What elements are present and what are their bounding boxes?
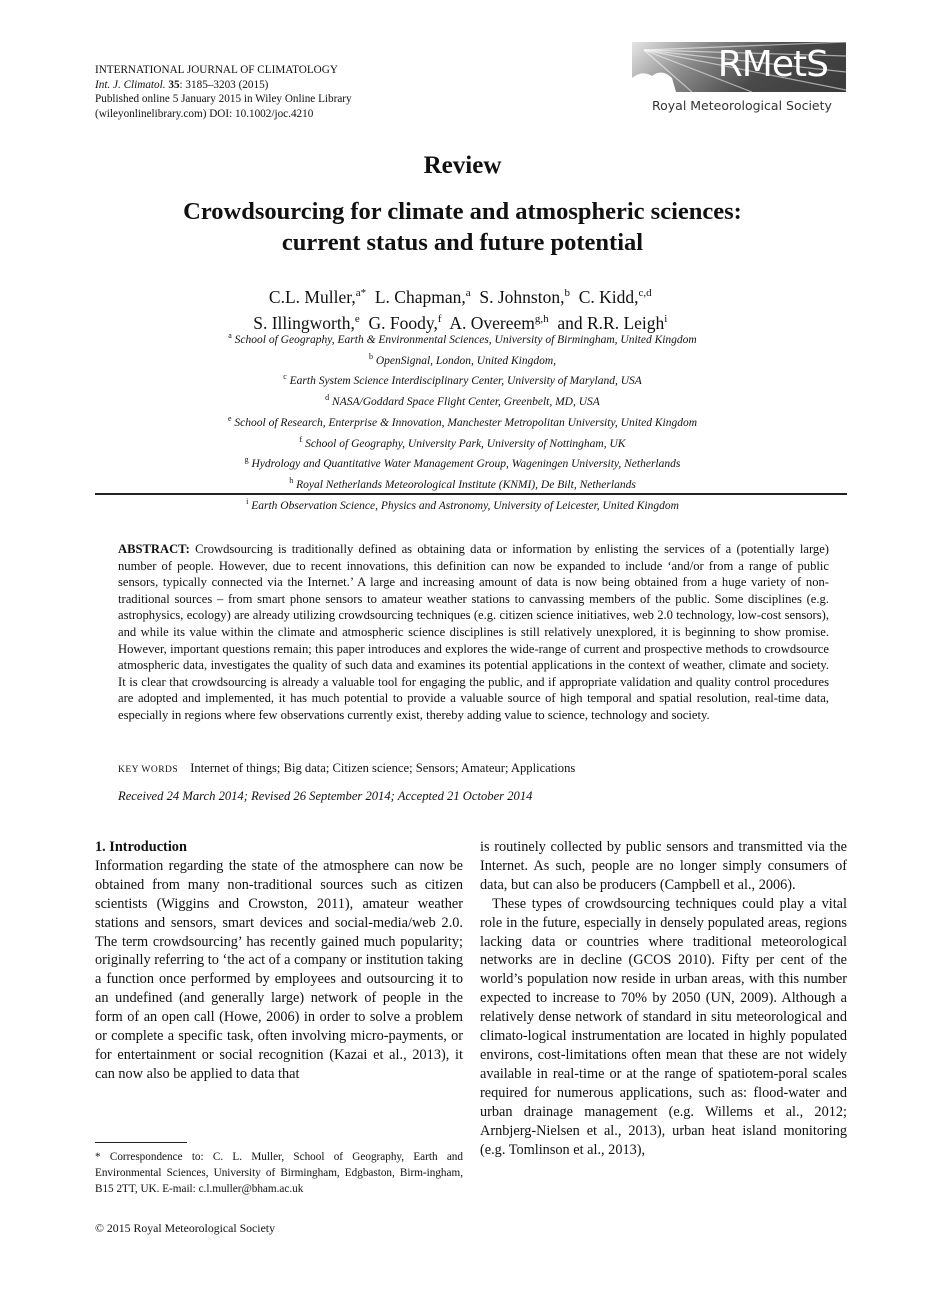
article-title: Crowdsourcing for climate and atmospheric sciences: current status and future potential bbox=[183, 198, 742, 256]
article-type: Review bbox=[423, 152, 502, 179]
author-list bbox=[0, 282, 925, 334]
footnote-divider bbox=[95, 1142, 187, 1143]
affiliation: $^a$ School of Geography, Earth & Environmental Sciences, University of Birmingham, United Kingdom bbox=[228, 331, 697, 346]
received-dates: Received 24 March 2014; Revised 26 September 2014; Accepted 21 October 2014 bbox=[118, 789, 533, 803]
divider bbox=[95, 493, 847, 495]
affiliation: $^b$ OpenSignal, London, United Kingdom, bbox=[368, 351, 557, 367]
affiliations bbox=[0, 328, 925, 515]
left-column bbox=[95, 838, 463, 1084]
affiliation: $^e$ School of Research, Enterprise & Innovation, Manchester Metropolitan University, United Kingdom bbox=[227, 413, 698, 429]
author: and R.R. Leigh$^i$ bbox=[557, 312, 668, 333]
author: C. Kidd,$^{c,d}$ bbox=[578, 286, 652, 307]
affiliation: $^i$ Earth Observation Science, Physics and Astronomy, University of Leicester, United Kingdom bbox=[246, 496, 679, 512]
affiliation: $^h$ Royal Netherlands Meteorological Institute (KNMI), De Bilt, Netherlands bbox=[289, 476, 636, 491]
paragraph: These types of crowdsourcing techniques could play a vital role in the future, especially in densely populated areas, regions lacking data or countries where traditional meteorological networks are in decline (GCOS 2010). Fifty per cent of the world’s population now reside in urban areas, with this number expected to increase to 70% by 2050 (UN, 2009). Although a relatively dense network of standard in situ meteorological and climato-logical instrumentation are located in highly populated environs, cost-limitations often mean that these are not widely available in real-time or at the range of spatiotem-poral scales required for numerous applications, such as: flood-water and urban drainage management (e.g. Willems et al., 2012; Arnbjerg-Nielsen et al., 2013), urban heat island monitoring (e.g. Tomlinson et al., 2013), bbox=[480, 895, 847, 1158]
right-column bbox=[480, 838, 847, 1159]
journal-header bbox=[95, 63, 352, 121]
author: G. Foody,$^f$ bbox=[368, 312, 442, 333]
logo-sunburst: RMetS bbox=[632, 42, 846, 92]
citation: Int. J. Climatol. 35: 3185–3203 (2015) bbox=[95, 78, 269, 91]
rmets-logo: RMetS Royal Meteorological Society bbox=[632, 42, 846, 118]
affiliation: $^f$ School of Geography, University Park, University of Nottingham, UK bbox=[299, 434, 626, 450]
abstract: ABSTRACT: Crowdsourcing is traditionally defined as obtaining data or information by enlisting the services of a (potentially large) number of people. However, due to recent innovations, this definition can now be expanded to include ‘and/or from a range of public sensors, typically connected via the Internet.’ A large and increasing amount of data is now being obtained from a huge variety of non-traditional sources – from smart phone sensors to amateur weather stations to canvassing members of the public. Some disciplines (e.g. astrophysics, ecology) are already utilizing crowdsourcing techniques (e.g. citizen science initiatives, web 2.0 technology, low-cost sensors), and while its value within the climate and atmospheric science disciplines is still relatively unexplored, it is beginning to show promise. However, important questions remain; this paper introduces and explores the wide-range of current and prospective methods to crowdsource atmospheric data, investigates the quality of such data and examines its potential applications in the context of weather, climate and society. It is clear that crowdsourcing is already a valuable tool for engaging the public, and if appropriate validation and quality control procedures are adopted and implemented, it has much potential to provide a valuable source of high temporal and spatial resolution, real-time data, especially in regions where few observations currently exist, thereby adding value to science, technology and society. bbox=[118, 542, 829, 722]
section-heading: 1. Introduction bbox=[95, 839, 187, 855]
published-line: Published online 5 January 2015 in Wiley Online Library bbox=[95, 93, 352, 105]
affiliation: $^d$ NASA/Goddard Space Flight Center, Greenbelt, MD, USA bbox=[325, 393, 600, 409]
journal-name: INTERNATIONAL JOURNAL OF CLIMATOLOGY bbox=[95, 64, 338, 76]
author: S. Johnston,$^b$ bbox=[479, 286, 570, 307]
paragraph: Information regarding the state of the atmosphere can now be obtained from many non-traditional sources such as citizen scientists (Wiggins and Crowston, 2011), amateur weather stations and sensors, smart devices and social-media/web 2.0. The term crowdsourcing’ has recently gained much popularity; originally referring to ‘the act of a company or institution taking a function once performed by employees and outsourcing it to an undefined (and generally large) network of people in the form of an open call (Howe, 2006) in order to solve a problem or complete a specific task, often involving micro-payments, or for entertainment or social recognition (Kazai et al., 2013), it can now also be applied to data that bbox=[95, 857, 463, 1082]
keywords: KEY WORDS Internet of things; Big data; Citizen science; Sensors; Amateur; Applications bbox=[118, 761, 576, 775]
author: A. Overeem$^{g,h}$ bbox=[449, 312, 549, 333]
affiliation: $^c$ Earth System Science Interdisciplinary Center, University of Maryland, USA bbox=[283, 372, 642, 388]
copyright: © 2015 Royal Meteorological Society bbox=[95, 1221, 275, 1235]
author: C.L. Muller,$^{a*}$ bbox=[268, 286, 367, 307]
affiliation: $^g$ Hydrology and Quantitative Water Management Group, Wageningen University, Netherlands bbox=[244, 455, 681, 471]
correspondence-footnote: * Correspondence to: C. L. Muller, School of Geography, Earth and Environmental Sciences, University of Birmingham, Edgbaston, Birm-ingham, B15 2TT, UK. E-mail: c.l.muller@bham.ac.uk bbox=[95, 1151, 463, 1195]
author: S. Illingworth,$^e$ bbox=[253, 312, 360, 333]
author: L. Chapman,$^a$ bbox=[374, 286, 471, 307]
doi-line: (wileyonlinelibrary.com) DOI: 10.1002/joc.4210 bbox=[95, 107, 314, 120]
paragraph: is routinely collected by public sensors and transmitted via the Internet. As such, people are no longer simply consumers of data, but can also be producers (Campbell et al., 2006). bbox=[480, 839, 847, 893]
